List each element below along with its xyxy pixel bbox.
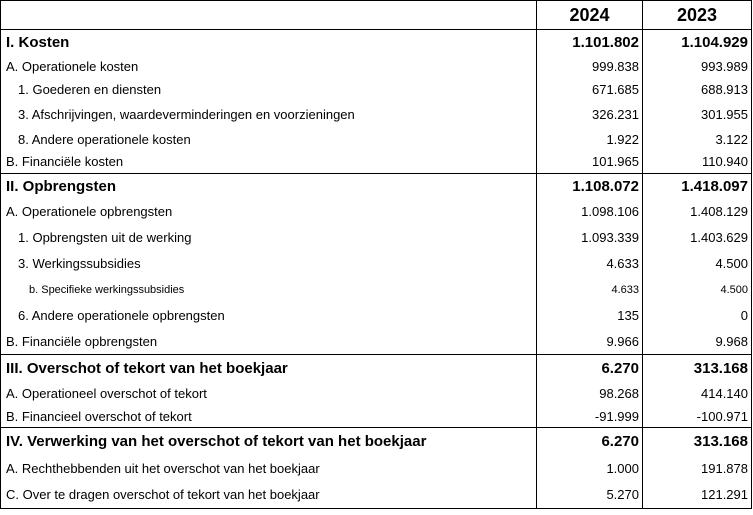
value-2023: 993.989 [643, 55, 752, 78]
table-row [1, 127, 752, 151]
value-2024: 9.966 [537, 329, 643, 355]
value-2024: 326.231 [537, 101, 643, 127]
value-2023: 301.955 [643, 101, 752, 127]
table-row [1, 406, 752, 428]
value-2024: 98.268 [537, 382, 643, 406]
value-2024: 101.965 [537, 151, 643, 173]
value-2024: 4.633 [537, 251, 643, 277]
section-row-overschot [1, 355, 752, 382]
value-2023: 4.500 [643, 277, 752, 303]
row-label: A. Rechthebbenden uit het overschot van het boekjaar [1, 455, 537, 482]
year-2024-header: 2024 [537, 1, 643, 30]
value-2024: 4.633 [537, 277, 643, 303]
row-label: A. Operationeel overschot of tekort [1, 382, 537, 406]
row-label: A. Operationele opbrengsten [1, 199, 537, 225]
table-row [1, 329, 752, 355]
value-2024: 5.270 [537, 482, 643, 509]
header-label-cell [1, 1, 537, 30]
table-row [1, 225, 752, 251]
value-2023: 191.878 [643, 455, 752, 482]
value-2024: -91.999 [537, 406, 643, 428]
table-row [1, 277, 752, 303]
row-label: C. Over te dragen overschot of tekort van het boekjaar [1, 482, 537, 509]
value-2023: 313.168 [643, 428, 752, 455]
year-2023-header: 2023 [643, 1, 752, 30]
table-row [1, 455, 752, 482]
row-label: B. Financiële opbrengsten [1, 329, 537, 355]
value-2023: 313.168 [643, 355, 752, 382]
row-label: 8. Andere operationele kosten [1, 127, 537, 151]
table-row [1, 382, 752, 406]
value-2024: 1.000 [537, 455, 643, 482]
value-2023: 1.408.129 [643, 199, 752, 225]
table-row [1, 78, 752, 101]
row-label: 3. Afschrijvingen, waardeverminderingen en voorzieningen [1, 101, 537, 127]
value-2023: 1.104.929 [643, 30, 752, 56]
value-2023: 121.291 [643, 482, 752, 509]
value-2024: 6.270 [537, 428, 643, 455]
row-label: II. Opbrengsten [1, 173, 537, 199]
value-2024: 1.093.339 [537, 225, 643, 251]
value-2023: 4.500 [643, 251, 752, 277]
value-2023: -100.971 [643, 406, 752, 428]
value-2024: 999.838 [537, 55, 643, 78]
table-row [1, 199, 752, 225]
row-label: B. Financiële kosten [1, 151, 537, 173]
value-2023: 688.913 [643, 78, 752, 101]
row-label: B. Financieel overschot of tekort [1, 406, 537, 428]
value-2024: 1.098.106 [537, 199, 643, 225]
value-2024: 1.108.072 [537, 173, 643, 199]
table-row [1, 251, 752, 277]
value-2024: 671.685 [537, 78, 643, 101]
section-row-kosten [1, 30, 752, 56]
value-2023: 1.418.097 [643, 173, 752, 199]
section-row-verwerking [1, 428, 752, 455]
value-2023: 110.940 [643, 151, 752, 173]
value-2024: 1.922 [537, 127, 643, 151]
row-label: 6. Andere operationele opbrengsten [1, 303, 537, 329]
table-row [1, 303, 752, 329]
row-label: III. Overschot of tekort van het boekjaar [1, 355, 537, 382]
row-label: A. Operationele kosten [1, 55, 537, 78]
table-row [1, 482, 752, 509]
section-row-opbrengsten [1, 173, 752, 199]
row-label: I. Kosten [1, 30, 537, 56]
row-label: 1. Opbrengsten uit de werking [1, 225, 537, 251]
value-2023: 414.140 [643, 382, 752, 406]
row-label: b. Specifieke werkingssubsidies [1, 277, 537, 303]
header-row [1, 1, 752, 30]
value-2023: 1.403.629 [643, 225, 752, 251]
value-2023: 9.968 [643, 329, 752, 355]
table-row [1, 55, 752, 78]
table-row [1, 101, 752, 127]
value-2023: 0 [643, 303, 752, 329]
value-2024: 1.101.802 [537, 30, 643, 56]
table-row [1, 151, 752, 173]
row-label: 3. Werkingssubsidies [1, 251, 537, 277]
value-2024: 6.270 [537, 355, 643, 382]
row-label: IV. Verwerking van het overschot of tekort van het boekjaar [1, 428, 537, 455]
value-2023: 3.122 [643, 127, 752, 151]
row-label: 1. Goederen en diensten [1, 78, 537, 101]
value-2024: 135 [537, 303, 643, 329]
